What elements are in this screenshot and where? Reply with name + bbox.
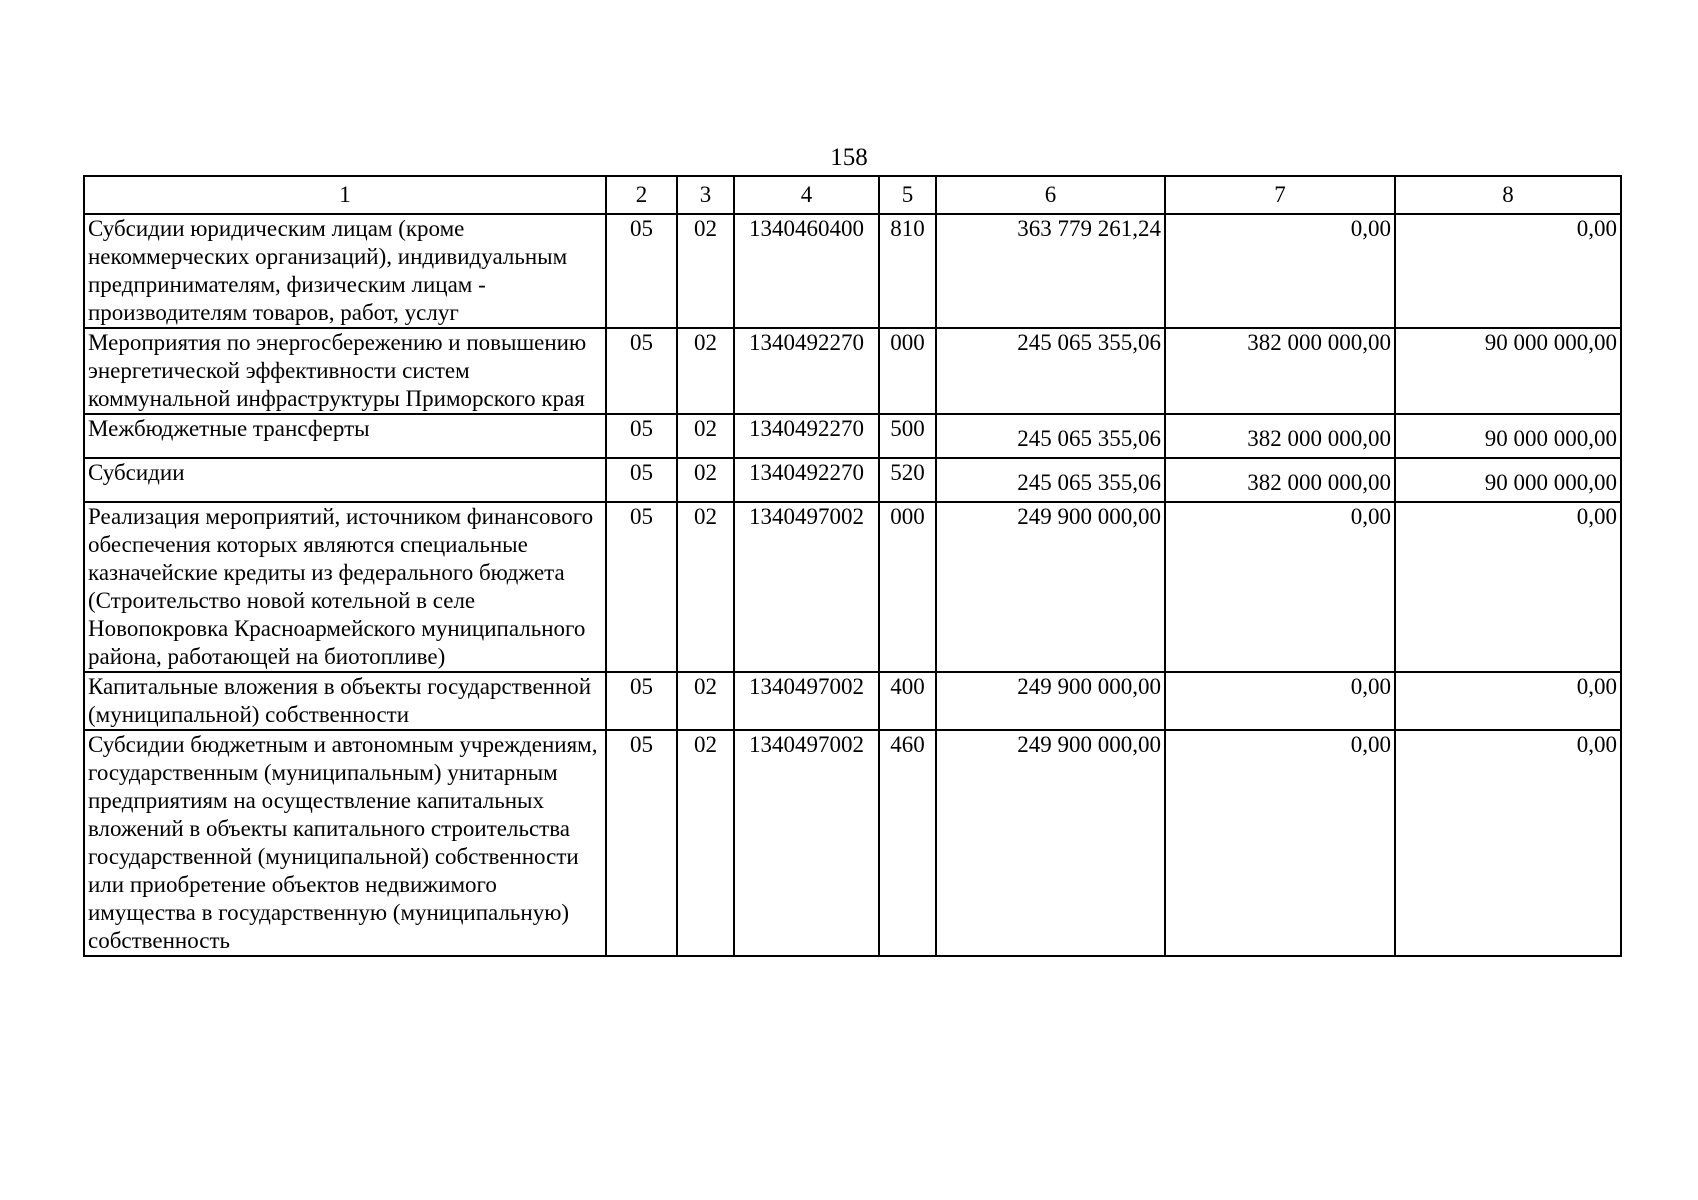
row-name: Межбюджетные трансферты	[84, 414, 606, 458]
amount-col6: 249 900 000,00	[936, 672, 1165, 730]
page-number: 158	[830, 144, 868, 171]
amount-col6: 245 065 355,06	[936, 414, 1165, 458]
amount-col7: 382 000 000,00	[1165, 414, 1395, 458]
table-row	[84, 214, 1621, 328]
subsection-code: 02	[677, 414, 734, 458]
row-name: Капитальные вложения в объекты государственной (муниципальной) собственности	[84, 672, 606, 730]
row-name: Субсидии	[84, 458, 606, 502]
amount-col6: 363 779 261,24	[936, 214, 1165, 328]
table-row	[84, 328, 1621, 414]
budget-table	[83, 175, 1622, 957]
amount-col8: 90 000 000,00	[1395, 458, 1621, 502]
column-header: 2	[606, 176, 677, 214]
amount-col8: 0,00	[1395, 672, 1621, 730]
table-row	[84, 672, 1621, 730]
amount-col8: 0,00	[1395, 214, 1621, 328]
table-row	[84, 502, 1621, 672]
amount-col6: 249 900 000,00	[936, 502, 1165, 672]
subsection-code: 02	[677, 730, 734, 956]
column-header: 7	[1165, 176, 1395, 214]
amount-col8: 0,00	[1395, 502, 1621, 672]
table-header-row	[84, 176, 1621, 214]
table-row	[84, 458, 1621, 502]
section-code: 05	[606, 214, 677, 328]
expense-type-code: 400	[879, 672, 936, 730]
amount-col8: 90 000 000,00	[1395, 414, 1621, 458]
expense-type-code: 000	[879, 328, 936, 414]
subsection-code: 02	[677, 328, 734, 414]
row-name: Мероприятия по энергосбережению и повышению энергетической эффективности систем коммунальной инфраструктуры Приморского края	[84, 328, 606, 414]
table-row	[84, 414, 1621, 458]
amount-col7: 0,00	[1165, 214, 1395, 328]
amount-col6: 245 065 355,06	[936, 328, 1165, 414]
expense-type-code: 000	[879, 502, 936, 672]
row-name: Субсидии бюджетным и автономным учреждениям, государственным (муниципальным) унитарным предприятиям на осуществление капитальных вложений в объекты капитального строительства государственной (муниципальной) собственности или приобретение объектов недвижимого имущества в государственную (муниципальную) собственность	[84, 730, 606, 956]
row-name: Реализация мероприятий, источником финансового обеспечения которых являются специальные казначейские кредиты из федерального бюджета (Строительство новой котельной в селе Новопокровка Красноармейского муниципального района, работающей на биотопливе)	[84, 502, 606, 672]
amount-col7: 0,00	[1165, 730, 1395, 956]
column-header: 4	[734, 176, 879, 214]
target-article-code: 1340492270	[734, 328, 879, 414]
amount-col7: 0,00	[1165, 502, 1395, 672]
amount-col7: 382 000 000,00	[1165, 458, 1395, 502]
row-name: Субсидии юридическим лицам (кроме некоммерческих организаций), индивидуальным предпринимателям, физическим лицам - производителям товаров, работ, услуг	[84, 214, 606, 328]
target-article-code: 1340497002	[734, 672, 879, 730]
subsection-code: 02	[677, 502, 734, 672]
column-header: 6	[936, 176, 1165, 214]
target-article-code: 1340497002	[734, 730, 879, 956]
section-code: 05	[606, 730, 677, 956]
table-row	[84, 730, 1621, 956]
column-header: 1	[84, 176, 606, 214]
section-code: 05	[606, 458, 677, 502]
expense-type-code: 460	[879, 730, 936, 956]
amount-col7: 382 000 000,00	[1165, 328, 1395, 414]
column-header: 3	[677, 176, 734, 214]
column-header: 8	[1395, 176, 1621, 214]
expense-type-code: 500	[879, 414, 936, 458]
target-article-code: 1340492270	[734, 458, 879, 502]
amount-col6: 249 900 000,00	[936, 730, 1165, 956]
section-code: 05	[606, 414, 677, 458]
target-article-code: 1340460400	[734, 214, 879, 328]
target-article-code: 1340497002	[734, 502, 879, 672]
expense-type-code: 520	[879, 458, 936, 502]
expense-type-code: 810	[879, 214, 936, 328]
subsection-code: 02	[677, 672, 734, 730]
amount-col6: 245 065 355,06	[936, 458, 1165, 502]
amount-col7: 0,00	[1165, 672, 1395, 730]
section-code: 05	[606, 672, 677, 730]
subsection-code: 02	[677, 458, 734, 502]
amount-col8: 0,00	[1395, 730, 1621, 956]
section-code: 05	[606, 328, 677, 414]
subsection-code: 02	[677, 214, 734, 328]
amount-col8: 90 000 000,00	[1395, 328, 1621, 414]
section-code: 05	[606, 502, 677, 672]
column-header: 5	[879, 176, 936, 214]
target-article-code: 1340492270	[734, 414, 879, 458]
